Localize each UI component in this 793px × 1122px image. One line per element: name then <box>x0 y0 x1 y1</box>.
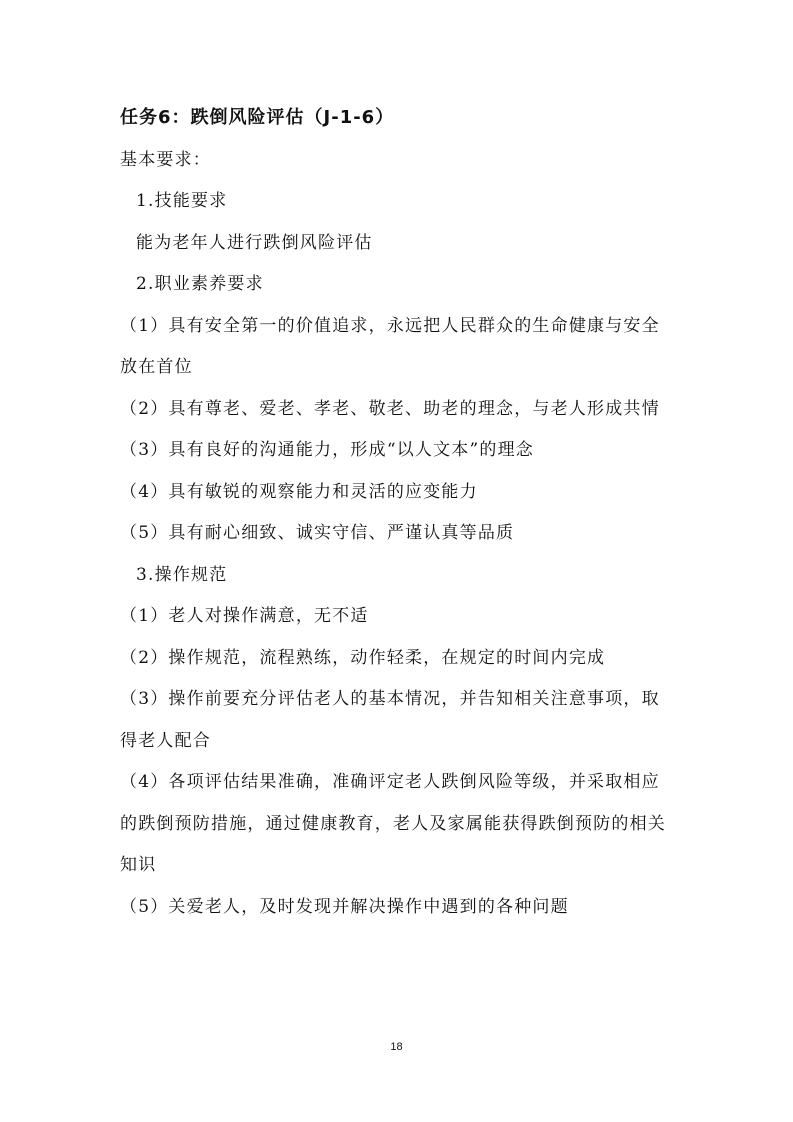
operation-item-4: （4）各项评估结果准确，准确评定老人跌倒风险等级，并采取相应 <box>120 772 660 792</box>
operation-item-1: （1）老人对操作满意，无不适 <box>120 606 369 626</box>
section-title: 任务6：跌倒风险评估（J-1-6） <box>120 107 395 128</box>
operation-item-4-continued-2: 知识 <box>120 855 157 875</box>
skill-requirement-text: 能为老年人进行跌倒风险评估 <box>136 233 373 253</box>
operation-item-4-continued: 的跌倒预防措施，通过健康教育，老人及家属能获得跌倒预防的相关 <box>120 814 666 834</box>
quality-item-3: （3）具有良好的沟通能力，形成“以人文本”的理念 <box>120 440 534 460</box>
operation-item-5: （5）关爱老人，及时发现并解决操作中遇到的各种问题 <box>120 897 569 917</box>
quality-item-5: （5）具有耐心细致、诚实守信、严谨认真等品质 <box>120 523 515 543</box>
skill-requirements-heading: 1.技能要求 <box>136 191 228 211</box>
quality-item-2: （2）具有尊老、爱老、孝老、敬老、助老的理念，与老人形成共情 <box>120 399 660 419</box>
operation-item-2: （2）操作规范，流程熟练，动作轻柔，在规定的时间内完成 <box>120 648 606 668</box>
basic-requirements-heading: 基本要求： <box>120 150 211 170</box>
operation-item-3-continued: 得老人配合 <box>120 731 211 751</box>
professional-quality-heading: 2.职业素养要求 <box>136 274 264 294</box>
quality-item-1: （1）具有安全第一的价值追求，永远把人民群众的生命健康与安全 <box>120 316 660 336</box>
operation-standards-heading: 3.操作规范 <box>136 565 228 585</box>
quality-item-4: （4）具有敏锐的观察能力和灵活的应变能力 <box>120 482 478 502</box>
operation-item-3: （3）操作前要充分评估老人的基本情况，并告知相关注意事项，取 <box>120 689 660 709</box>
quality-item-1-continued: 放在首位 <box>120 357 193 377</box>
page-number: 18 <box>390 1041 403 1053</box>
